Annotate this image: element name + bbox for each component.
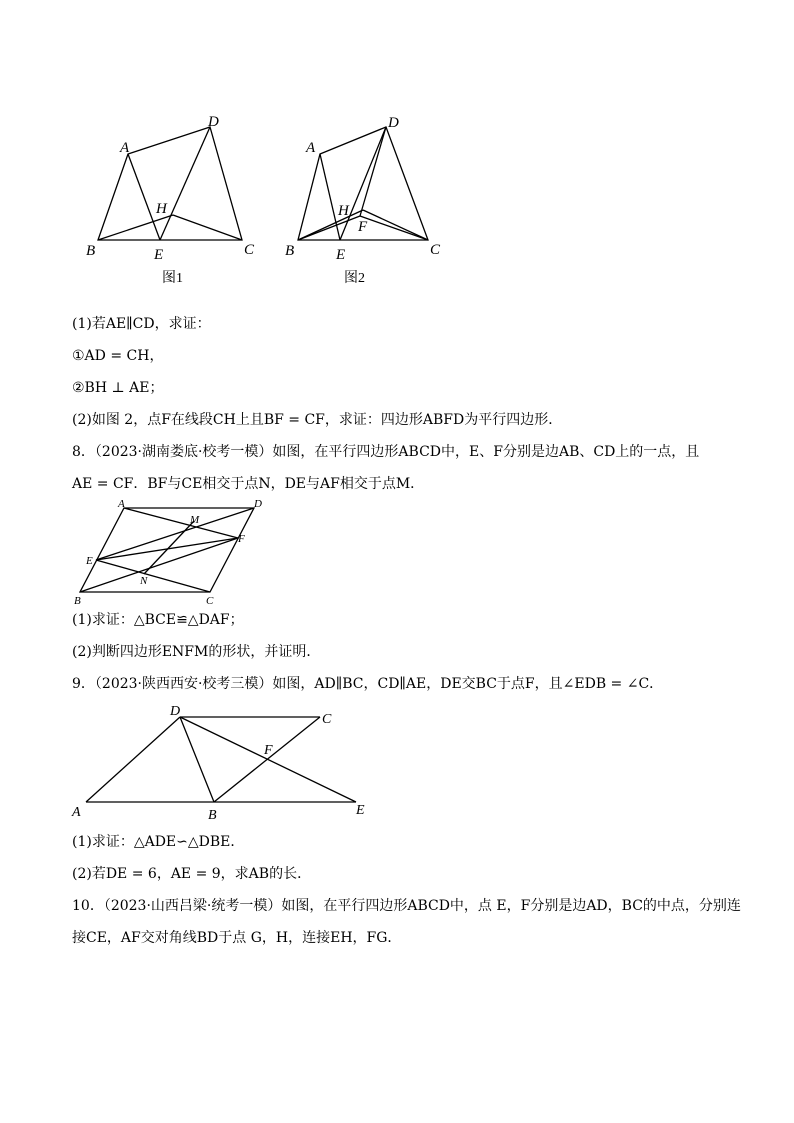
point-label-e: E (154, 247, 164, 263)
point-label-e: E (336, 247, 346, 263)
point-label-d: D (254, 498, 262, 510)
q8-part1: (1)求证：△BCE≌△DAF； (72, 612, 244, 628)
figure-q8 (72, 496, 272, 608)
figure-1-caption: 图1 (162, 271, 183, 286)
point-label-m: M (190, 514, 200, 526)
point-label-e: E (86, 555, 93, 567)
point-label-c: C (430, 242, 441, 258)
point-label-c: C (206, 595, 214, 607)
point-label-b: B (208, 808, 217, 823)
q10-stem-line2: 接CE，AF交对角线BD于点 G，H，连接EH，FG． (72, 930, 402, 946)
point-label-f: F (264, 743, 273, 758)
figure-q9-lines (86, 717, 356, 802)
q7-part1-item2: ②BH ⊥ AE； (72, 380, 164, 396)
q7-part1: (1)若AE∥CD，求证： (72, 316, 211, 332)
point-label-d: D (208, 114, 219, 130)
point-label-n: N (140, 575, 148, 587)
q7-part1-item1: ①AD = CH， (72, 348, 164, 364)
q8-stem-line2: AE = CF．BF与CE相交于点N，DE与AF相交于点M． (72, 476, 425, 492)
q9-part1: (1)求证：△ADE∽△DBE． (72, 834, 245, 850)
q9-stem: 9．（2023·陕西西安·校考三模）如图，AD∥BC，CD∥AE，DE交BC于点F，且∠EDB = ∠C． (72, 676, 664, 692)
point-label-a: A (120, 140, 130, 156)
q9-part2: (2)若DE = 6，AE = 9，求AB的长． (72, 866, 312, 882)
q7-part2: (2)如图 2，点F在线段CH上且BF = CF，求证：四边形ABFD为平行四边形． (72, 412, 563, 428)
point-label-b: B (285, 243, 295, 259)
point-label-h: H (338, 203, 349, 219)
figure-2 (282, 112, 452, 292)
q10-stem-line1: 10．（2023·山西吕梁·统考一模）如图，在平行四边形ABCD中，点 E，F分别是边AD，BC的中点，分别连 (72, 898, 741, 914)
point-label-b: B (74, 595, 81, 607)
point-label-b: B (86, 243, 96, 259)
figure-q9 (70, 700, 380, 824)
point-label-e: E (356, 803, 365, 818)
point-label-d: D (170, 704, 181, 719)
figure-1 (84, 112, 264, 292)
point-label-h: H (156, 201, 167, 217)
point-label-a: A (72, 805, 81, 820)
point-label-a: A (118, 498, 125, 510)
q8-stem-line1: 8．（2023·湖南娄底·校考一模）如图，在平行四边形ABCD中，E、F分别是边AB、CD上的一点，且 (72, 444, 700, 460)
point-label-f: F (238, 533, 245, 545)
figure-q8-lines (80, 508, 254, 592)
q8-part2: (2)判断四边形ENFM的形状，并证明． (72, 644, 321, 660)
point-label-f: F (358, 219, 368, 235)
point-label-c: C (244, 242, 255, 258)
point-label-d: D (388, 115, 399, 131)
figure-2-caption: 图2 (344, 271, 365, 286)
point-label-a: A (306, 140, 316, 156)
point-label-c: C (322, 712, 332, 727)
